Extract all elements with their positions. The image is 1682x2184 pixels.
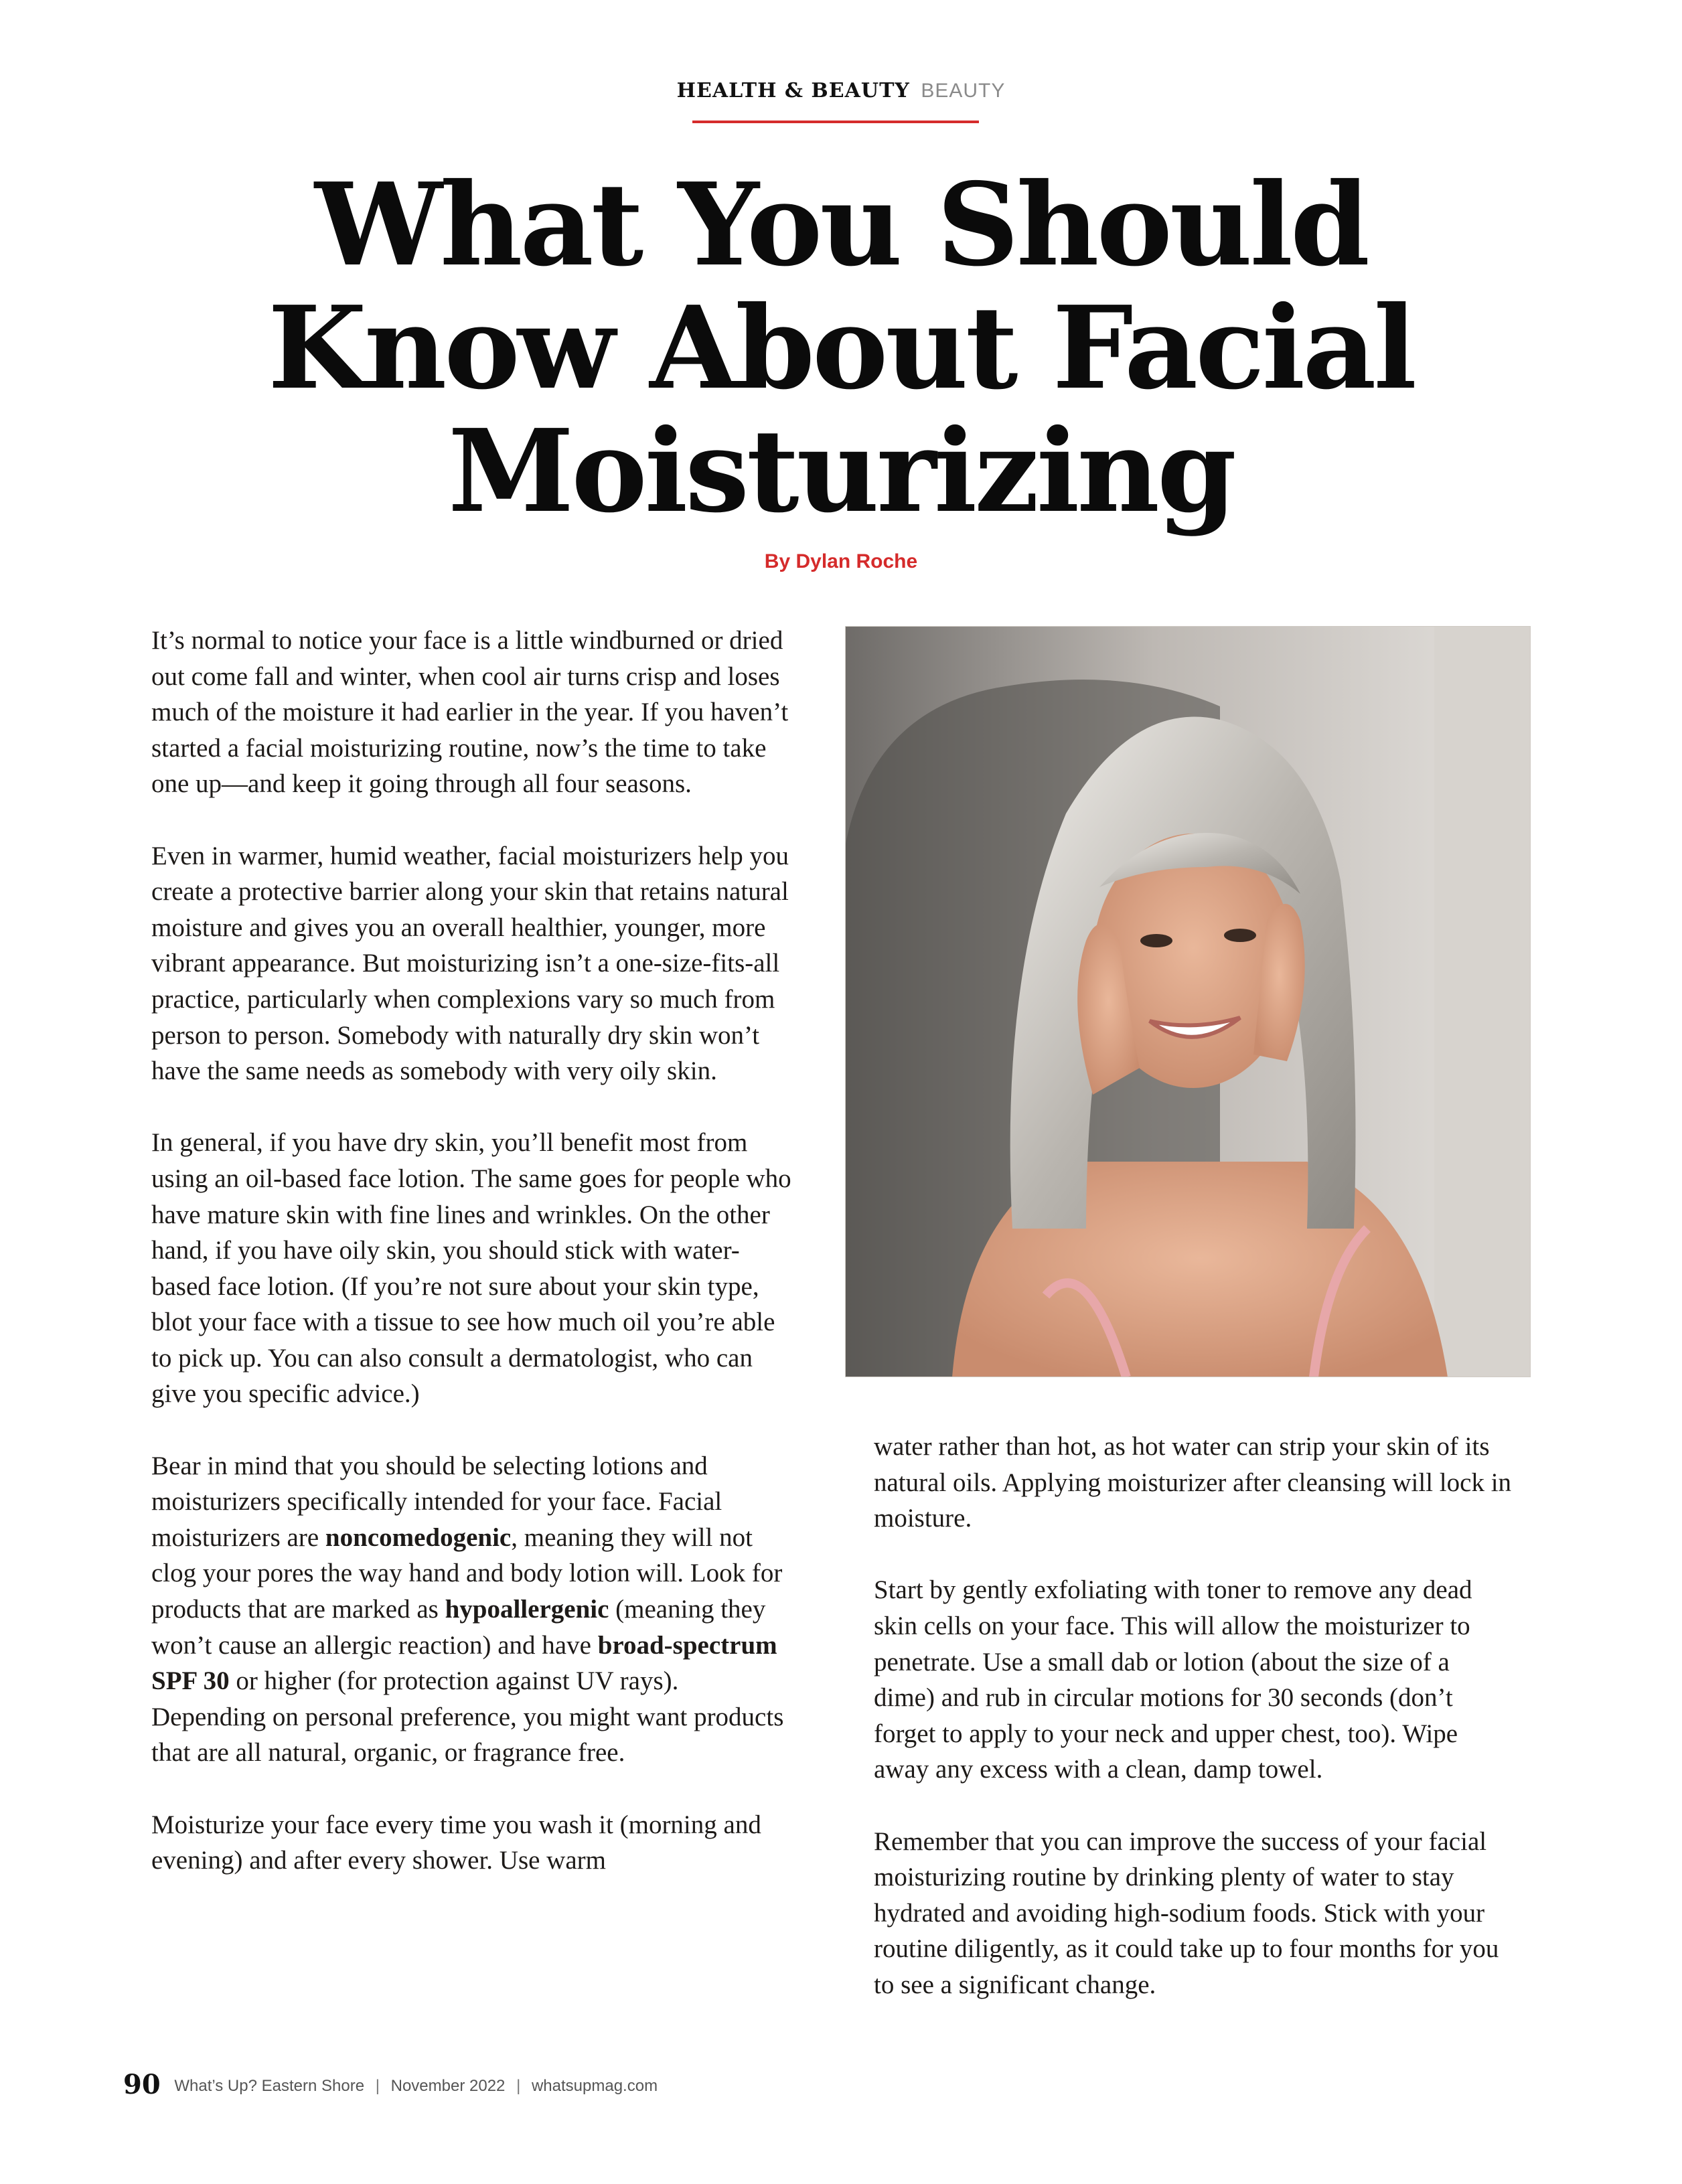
kicker-underline <box>692 121 979 123</box>
section-label: HEALTH & BEAUTY <box>676 79 910 102</box>
article-title: What You Should Know About Facial Moisturizing <box>267 158 1415 538</box>
paragraph-6: Start by gently exfoliating with toner to remove any dead skin cells on your face. This will allow the moisturizer to penetrate. Use a small dab or lotion (about the size of a dime) and rub in circular motions for 30 seconds (don’t forget to apply to your neck and upper chest, too). Wipe away any excess with a clean, damp towel. <box>874 1575 1472 1784</box>
byline: By Dylan Roche <box>764 550 918 572</box>
page-number: 90 <box>123 2069 161 2100</box>
paragraph-5: Moisturize your face every time you wash it (morning and evening) and after every shower. Use warm <box>151 1810 761 1875</box>
paragraph-7: Remember that you can improve the success of your facial moisturizing routine by drinking plenty of water to stay hydrated and avoiding high-sodium foods. Stick with your routine diligently, as it could take up to four months for you to see a significant change. <box>874 1826 1499 1999</box>
term-hypoallergenic: hypoallergenic <box>445 1595 609 1624</box>
website-link[interactable]: whatsupmag.com <box>531 2077 658 2095</box>
paragraph-5-continued: water rather than hot, as hot water can strip your skin of its natural oils. Applying moisturizer after cleansing will lock in moisture. <box>874 1432 1512 1533</box>
paragraph-1: It’s normal to notice your face is a little windburned or dried out come fall and winter, when cool air turns crisp and loses much of the moisture it had earlier in the year. If you haven’t started a facial moisturizing routine, now’s the time to take one up—and keep it going through all four seasons. <box>151 626 789 799</box>
article-photo <box>845 626 1531 1377</box>
paragraph-2: Even in warmer, humid weather, facial moisturizers help you create a protective barrier along your skin that retains natural moisture and gives you an overall healthier, younger, more vibrant appearance. But moisturizing isn’t a one-size-fits-all practice, particularly when complexions vary so much from person to person. Somebody with naturally dry skin won’t have the same needs as somebody with very oily skin. <box>151 841 789 1086</box>
p4-text-4: or higher (for protection against UV rays). Depending on personal preference, you might want products that are all natural, organic, or fragrance free. <box>151 1666 784 1768</box>
subsection-label: BEAUTY <box>921 80 1006 102</box>
publication-name: What’s Up? Eastern Shore <box>174 2077 365 2095</box>
footer-separator: | <box>375 2077 380 2095</box>
term-spf: broad-spectrum SPF 30 <box>151 1630 777 1696</box>
issue-date: November 2022 <box>390 2077 506 2095</box>
right-column <box>874 1429 1517 2003</box>
p4-text-3: (meaning they won’t cause an allergic reaction) and have <box>151 1595 766 1660</box>
footer-separator: | <box>516 2077 521 2095</box>
term-noncomedogenic: noncomedogenic <box>325 1523 512 1552</box>
page-footer <box>123 2069 658 2100</box>
p4-text-2: , meaning they will not clog your pores the way hand and body lotion will. Look for products that are marked as <box>151 1523 783 1624</box>
paragraph-4 <box>151 1448 794 1771</box>
left-column <box>151 623 794 1879</box>
section-kicker <box>0 79 1682 102</box>
p4-text-1: Bear in mind that you should be selecting lotions and moisturizers specifically intended for your face. Facial moisturizers are <box>151 1451 722 1552</box>
paragraph-3: In general, if you have dry skin, you’ll benefit most from using an oil-based face lotion. The same goes for people who have mature skin with fine lines and wrinkles. On the other hand, if you have oily skin, you should stick with water-based face lotion. (If you’re not sure about your skin type, blot your face with a tissue to see how much oil you’re able to pick up. You can also consult a dermatologist, who can give you specific advice.) <box>151 1128 791 1409</box>
photo-illustration <box>845 626 1531 1377</box>
